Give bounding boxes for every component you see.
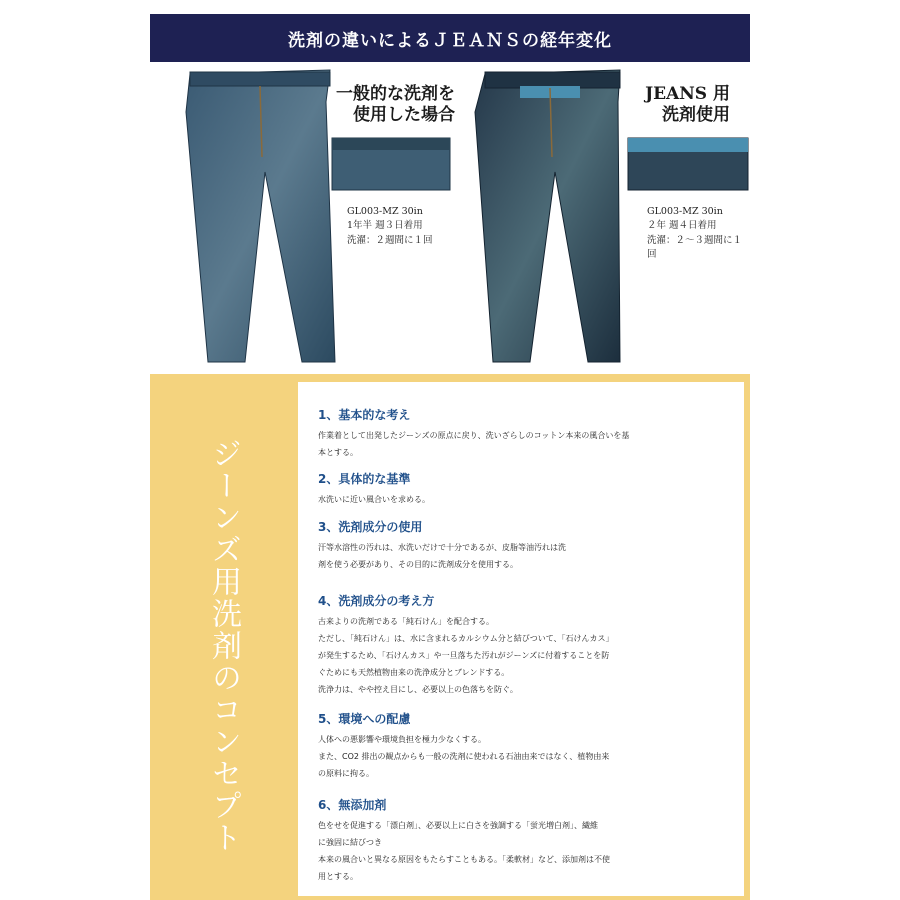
left-note-wear: 1年半 週３日着用 (347, 220, 423, 232)
right-caption (620, 84, 730, 127)
concept-section-4 (318, 592, 718, 698)
section-line: ただし、「純石けん」は、水に含まれるカルシウム分と結びついて、「石けんカス」 (318, 634, 614, 643)
section-line: 本とする。 (318, 448, 358, 457)
concept-section-2 (318, 470, 718, 508)
section-line: 人体への悪影響や環境負担を極力少なくする。 (318, 735, 486, 744)
left-caption-line2: 使用した場合 (353, 105, 455, 126)
section-line: 用とする。 (318, 872, 358, 881)
concept-panel (150, 374, 750, 900)
section-heading: 2、具体的な基準 (318, 472, 411, 486)
section-line: に強固に結びつき (318, 838, 382, 847)
section-heading: 1、基本的な考え (318, 408, 411, 422)
left-note-wash: 洗濯：２週間に１回 (347, 234, 433, 246)
concept-vertical-title: ジーンズ用洗剤のコンセプト (206, 438, 241, 854)
banner (150, 14, 750, 62)
section-line: が発生するため、「石けんカス」や一旦落ちた汚れがジーンズに付着することを防 (318, 651, 610, 660)
section-line: 色をせを促進する「漂白剤」、必要以上に白さを強調する「蛍光増白剤」、繊維 (318, 821, 598, 830)
left-caption (325, 84, 455, 127)
right-caption-line1: JEANS 用 (645, 84, 730, 104)
left-wear-note (347, 205, 433, 248)
concept-card (298, 382, 744, 896)
banner-title: 洗剤の違いによるＪＥＡＮＳの経年変化 (288, 30, 612, 51)
section-line: 作業着として出発したジーンズの原点に戻り、洗いざらしのコットン本来の風合いを基 (318, 431, 630, 440)
left-note-model: GL003-MZ 30in (347, 206, 423, 217)
section-line: 水洗いに近い風合いを求める。 (318, 495, 430, 504)
right-wear-note (647, 205, 750, 262)
left-caption-line1: 一般的な洗剤を (336, 84, 455, 104)
section-heading: 3、洗剤成分の使用 (318, 520, 423, 534)
section-line: また、CO2 排出の観点からも一般の洗剤に使われる石油由来ではなく、植物由来 (318, 752, 610, 761)
section-line: 汗等水溶性の汚れは、水洗いだけで十分であるが、皮脂等油汚れは洗 (318, 543, 566, 552)
jeans-comparison-photo (150, 62, 750, 374)
right-jeans (475, 70, 620, 362)
concept-section-1 (318, 406, 718, 461)
section-line: ぐためにも天然植物由来の洗浄成分とブレンドする。 (318, 668, 510, 677)
section-heading: 5、環境への配慮 (318, 712, 411, 726)
right-note-model: GL003-MZ 30in (647, 206, 723, 217)
right-caption-line2: 洗剤使用 (662, 105, 730, 126)
section-line: 本来の風合いと異なる原因をもたらすこともある。「柔軟材」など、添加剤は不使 (318, 855, 610, 864)
section-line: の原料に拘る。 (318, 769, 374, 778)
section-line: 古来よりの洗剤である「純石けん」を配合する。 (318, 617, 494, 626)
concept-section-6 (318, 796, 718, 885)
concept-section-3 (318, 518, 718, 573)
section-line: 洗浄力は、やや控え目にし、必要以上の色落ちを防ぐ。 (318, 685, 518, 694)
section-heading: 4、洗剤成分の考え方 (318, 594, 435, 608)
concept-section-5 (318, 710, 718, 782)
right-note-wear: ２年 週４日着用 (647, 220, 717, 232)
section-heading: 6、無添加剤 (318, 798, 387, 812)
right-note-wash: 洗濯：２～３週間に１回 (647, 234, 743, 260)
section-line: 剤を使う必要があり、その目的に洗剤成分を使用する。 (318, 560, 518, 569)
